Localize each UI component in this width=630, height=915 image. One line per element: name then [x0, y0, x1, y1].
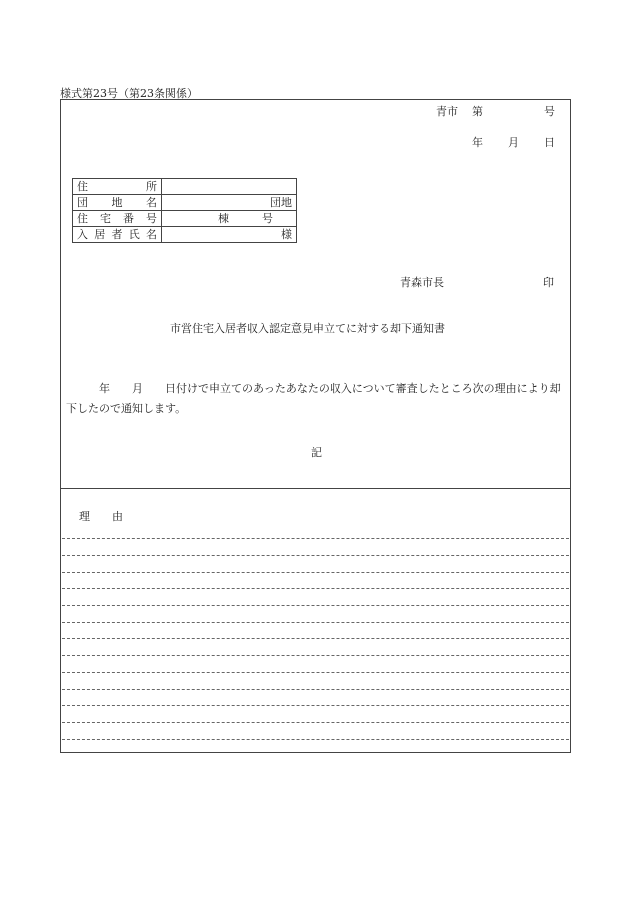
address-label: 住 所 [73, 179, 162, 195]
house-number-value[interactable]: 棟 号 [162, 211, 297, 227]
reason-line [62, 689, 569, 690]
body-paragraph: 年 月 日付けで申立てのあったあなたの収入について審査したところ次の理由により却下したので通知します。 [66, 382, 561, 415]
reason-line [62, 538, 569, 539]
resident-name-label: 入居者氏名 [73, 227, 162, 243]
reason-line [62, 572, 569, 573]
reason-line [62, 638, 569, 639]
table-row [73, 227, 297, 243]
doc-number-prefix: 青市 [436, 105, 458, 118]
address-value[interactable] [162, 179, 297, 195]
reason-line [62, 555, 569, 556]
complex-name-value[interactable]: 団地 [162, 195, 297, 211]
date-year-label: 年 [472, 136, 483, 149]
reason-line [62, 622, 569, 623]
reason-line [62, 588, 569, 589]
doc-number-label: 第 [472, 105, 483, 118]
date-day-label: 日 [544, 136, 555, 149]
table-row [73, 179, 297, 195]
house-number-label: 住 宅 番 号 [73, 211, 162, 227]
reason-label: 理 由 [79, 510, 123, 523]
reason-line [62, 739, 569, 740]
reason-line [62, 605, 569, 606]
table-row [73, 211, 297, 227]
date-month-label: 月 [508, 136, 519, 149]
reason-line [62, 672, 569, 673]
reason-line [62, 705, 569, 706]
form-label: 様式第23号（第23条関係） [60, 87, 198, 100]
document-title: 市営住宅入居者収入認定意見申立てに対する却下通知書 [170, 322, 445, 335]
address-table [72, 178, 297, 243]
table-row [73, 195, 297, 211]
section-divider [60, 488, 571, 489]
reason-line [62, 722, 569, 723]
resident-name-value[interactable]: 様 [162, 227, 297, 243]
ki-heading: 記 [311, 446, 322, 459]
sender-name: 青森市長 [400, 276, 444, 289]
doc-number-suffix: 号 [544, 105, 555, 118]
complex-name-label: 団 地 名 [73, 195, 162, 211]
reason-line [62, 655, 569, 656]
seal-mark: 印 [543, 276, 554, 289]
